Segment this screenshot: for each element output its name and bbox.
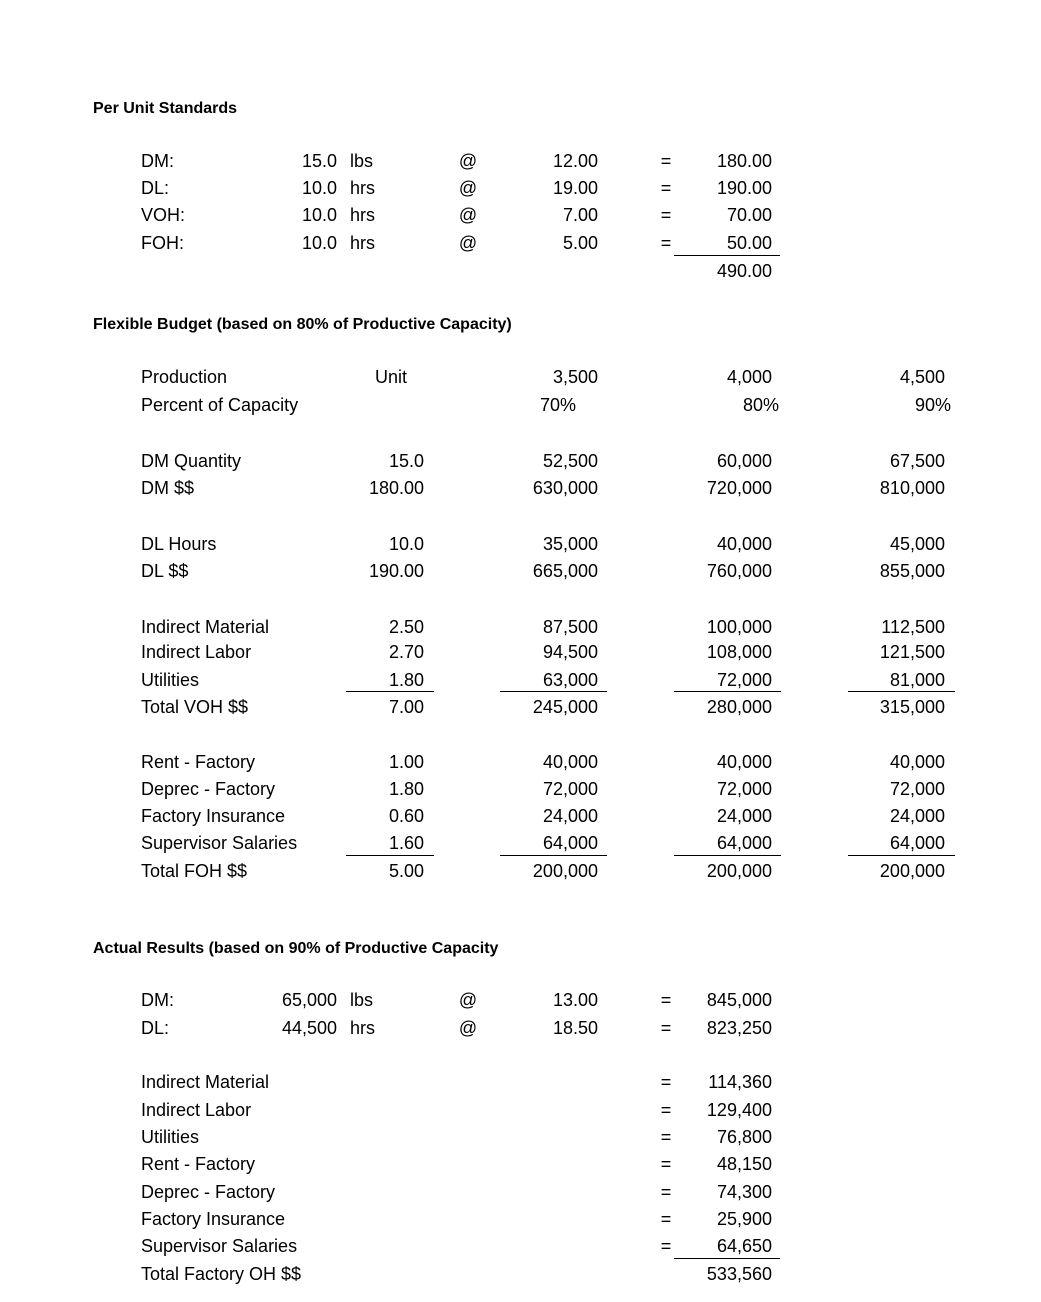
voh-col70-underline <box>500 691 607 692</box>
row-unit: lbs <box>350 151 374 171</box>
col-70: 72,000 <box>542 779 598 799</box>
col-90: 24,000 <box>889 806 945 826</box>
col-70: 630,000 <box>532 478 598 498</box>
row-rate: 19.00 <box>552 178 598 198</box>
row-rate: 18.50 <box>552 1018 598 1038</box>
col-70: 63,000 <box>542 670 598 690</box>
col-90: 72,000 <box>889 779 945 799</box>
row-equals: = <box>660 1018 672 1038</box>
row-label: Factory Insurance <box>141 1209 286 1229</box>
col-70: 52,500 <box>542 451 598 471</box>
row-equals: = <box>660 1154 672 1174</box>
col-70: 64,000 <box>542 833 598 853</box>
row-amount: 845,000 <box>706 990 772 1010</box>
row-label: Total FOH $$ <box>141 861 248 881</box>
foh-unit-underline <box>346 855 434 856</box>
row-equals: = <box>660 151 672 171</box>
row-qty: 10.0 <box>301 178 337 198</box>
row-label: DM: <box>141 990 174 1010</box>
row-amount: 76,800 <box>716 1127 772 1147</box>
col-90: 112,500 <box>881 617 945 637</box>
col-80: 100,000 <box>706 617 772 637</box>
col-90: 40,000 <box>889 752 945 772</box>
row-label: Indirect Labor <box>141 642 252 662</box>
row-qty: 15.0 <box>301 151 337 171</box>
col-90: 64,000 <box>889 833 945 853</box>
row-label: Indirect Material <box>141 1072 270 1092</box>
col-80: 24,000 <box>716 806 772 826</box>
unit-value: 0.60 <box>388 806 424 826</box>
col-70: 24,000 <box>542 806 598 826</box>
unit-value: 190.00 <box>368 561 424 581</box>
row-equals: = <box>660 1100 672 1120</box>
standards-total: 490.00 <box>716 261 772 281</box>
row-equals: = <box>660 178 672 198</box>
row-at: @ <box>458 1018 478 1038</box>
row-label: Deprec - Factory <box>141 779 276 799</box>
row-label: Percent of Capacity <box>141 395 299 415</box>
unit-value: 7.00 <box>388 697 424 717</box>
row-unit: hrs <box>350 205 376 225</box>
row-label: Total Factory OH $$ <box>141 1264 302 1284</box>
row-label: DM $$ <box>141 478 195 498</box>
row-unit: hrs <box>350 1018 376 1038</box>
col-90: 200,000 <box>879 861 945 881</box>
row-label: Deprec - Factory <box>141 1182 276 1202</box>
row-amount: 64,650 <box>716 1236 772 1256</box>
unit-value: 10.0 <box>388 534 424 554</box>
row-equals: = <box>660 1236 672 1256</box>
row-unit: hrs <box>350 233 376 253</box>
col-90: 855,000 <box>879 561 945 581</box>
row-label: Supervisor Salaries <box>141 833 298 853</box>
row-equals: = <box>660 1127 672 1147</box>
col-90: 315,000 <box>879 697 945 717</box>
row-label: Utilities <box>141 670 200 690</box>
standards-title: Per Unit Standards <box>93 100 238 117</box>
row-label: DL $$ <box>141 561 189 581</box>
row-amount: 74,300 <box>716 1182 772 1202</box>
col-70: 70% <box>539 395 576 415</box>
col-90: 90% <box>914 395 951 415</box>
row-label: FOH: <box>141 233 184 253</box>
col-80: 108,000 <box>706 642 772 662</box>
row-label: VOH: <box>141 205 186 225</box>
row-at: @ <box>458 990 478 1010</box>
unit-value: 2.50 <box>388 617 424 637</box>
actual-total-underline <box>674 1258 780 1259</box>
voh-col90-underline <box>848 691 955 692</box>
row-amount: 25,900 <box>716 1209 772 1229</box>
row-unit: hrs <box>350 178 376 198</box>
row-label: Production <box>141 367 228 387</box>
row-label: Rent - Factory <box>141 1154 256 1174</box>
row-qty: 10.0 <box>301 205 337 225</box>
row-rate: 12.00 <box>552 151 598 171</box>
row-amount: 48,150 <box>716 1154 772 1174</box>
row-amount: 70.00 <box>726 205 772 225</box>
row-rate: 5.00 <box>562 233 598 253</box>
unit-value: 2.70 <box>388 642 424 662</box>
col-80: 72,000 <box>716 670 772 690</box>
voh-unit-underline <box>346 691 434 692</box>
row-label: DL Hours <box>141 534 217 554</box>
row-at: @ <box>458 233 478 253</box>
row-label: Supervisor Salaries <box>141 1236 298 1256</box>
row-amount: 823,250 <box>706 1018 772 1038</box>
col-80: 280,000 <box>706 697 772 717</box>
row-rate: 13.00 <box>552 990 598 1010</box>
row-label: Indirect Material <box>141 617 270 637</box>
col-80: 720,000 <box>706 478 772 498</box>
row-at: @ <box>458 151 478 171</box>
row-equals: = <box>660 990 672 1010</box>
col-80: 60,000 <box>716 451 772 471</box>
col-90: 81,000 <box>889 670 945 690</box>
row-label: DM Quantity <box>141 451 242 471</box>
unit-value: 1.60 <box>388 833 424 853</box>
row-equals: = <box>660 1072 672 1092</box>
col-90: 4,500 <box>899 367 945 387</box>
row-at: @ <box>458 205 478 225</box>
col-80: 760,000 <box>706 561 772 581</box>
row-rate: 7.00 <box>562 205 598 225</box>
row-label: Utilities <box>141 1127 200 1147</box>
col-90: 67,500 <box>889 451 945 471</box>
col-80: 40,000 <box>716 534 772 554</box>
row-qty: 10.0 <box>301 233 337 253</box>
col-70: 200,000 <box>532 861 598 881</box>
row-unit: lbs <box>350 990 374 1010</box>
unit-value: 1.00 <box>388 752 424 772</box>
col-80: 40,000 <box>716 752 772 772</box>
standards-subtotal-underline <box>674 255 780 256</box>
row-label: Factory Insurance <box>141 806 286 826</box>
col-80: 64,000 <box>716 833 772 853</box>
row-equals: = <box>660 233 672 253</box>
col-90: 45,000 <box>889 534 945 554</box>
col-70: 87,500 <box>542 617 598 637</box>
foh-col90-underline <box>848 855 955 856</box>
row-label: Indirect Labor <box>141 1100 252 1120</box>
col-70: 94,500 <box>542 642 598 662</box>
col-70: 245,000 <box>532 697 598 717</box>
row-amount: 533,560 <box>706 1264 772 1284</box>
row-equals: = <box>660 205 672 225</box>
col-70: 3,500 <box>552 367 598 387</box>
unit-value: 180.00 <box>368 478 424 498</box>
unit-value: 1.80 <box>388 670 424 690</box>
actual-title: Actual Results (based on 90% of Productive Capacity <box>93 940 499 957</box>
col-80: 4,000 <box>726 367 772 387</box>
row-equals: = <box>660 1209 672 1229</box>
col-70: 35,000 <box>542 534 598 554</box>
col-90: 121,500 <box>879 642 945 662</box>
col-70: 40,000 <box>542 752 598 772</box>
row-amount: 190.00 <box>716 178 772 198</box>
col-90: 810,000 <box>879 478 945 498</box>
row-amount: 180.00 <box>716 151 772 171</box>
voh-col80-underline <box>674 691 781 692</box>
col-70: 665,000 <box>532 561 598 581</box>
row-amount: 50.00 <box>726 233 772 253</box>
foh-col70-underline <box>500 855 607 856</box>
col-80: 72,000 <box>716 779 772 799</box>
row-amount: 114,360 <box>708 1072 772 1092</box>
row-label: DM: <box>141 151 174 171</box>
row-label: Rent - Factory <box>141 752 256 772</box>
row-label: DL: <box>141 178 170 198</box>
col-80: 80% <box>742 395 779 415</box>
row-label: DL: <box>141 1018 170 1038</box>
row-label: Total VOH $$ <box>141 697 249 717</box>
row-amount: 129,400 <box>706 1100 772 1120</box>
unit-header: Unit <box>374 367 407 387</box>
foh-col80-underline <box>674 855 781 856</box>
row-qty: 65,000 <box>281 990 337 1010</box>
unit-value: 1.80 <box>388 779 424 799</box>
row-qty: 44,500 <box>281 1018 337 1038</box>
row-at: @ <box>458 178 478 198</box>
unit-value: 15.0 <box>388 451 424 471</box>
flex-title: Flexible Budget (based on 80% of Productive Capacity) <box>93 316 512 333</box>
col-80: 200,000 <box>706 861 772 881</box>
unit-value: 5.00 <box>388 861 424 881</box>
row-equals: = <box>660 1182 672 1202</box>
